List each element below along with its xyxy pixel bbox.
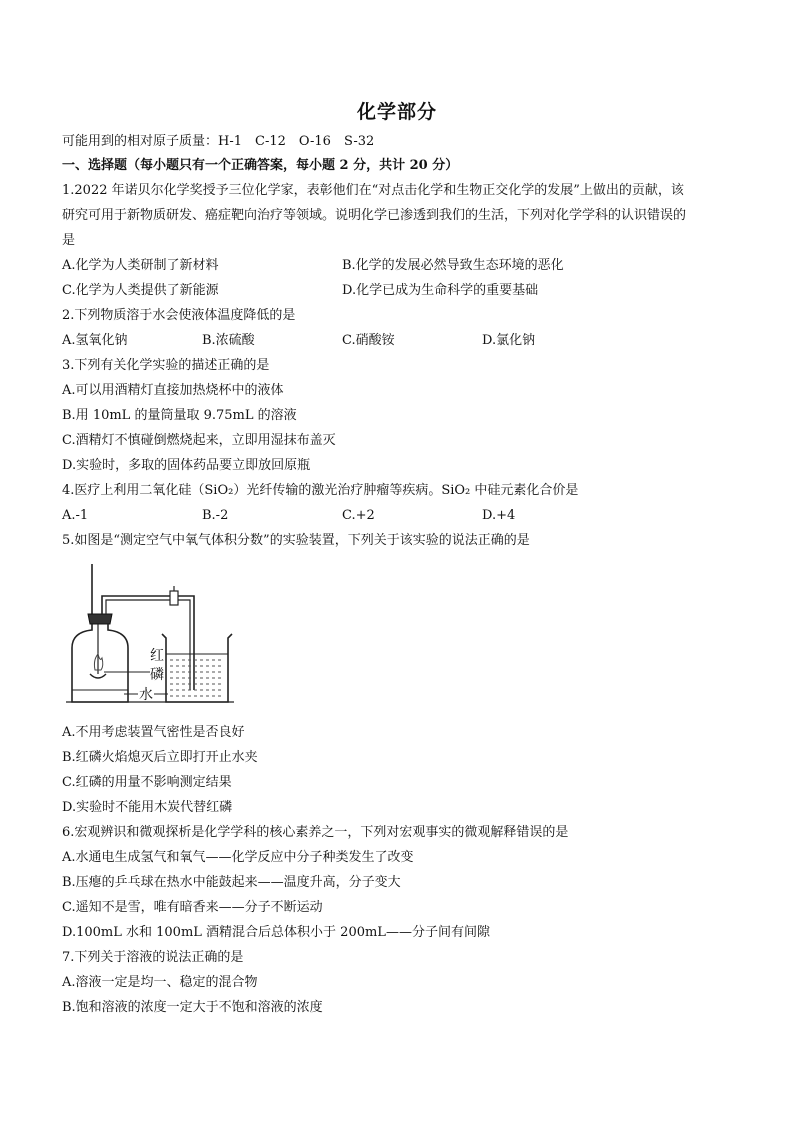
rubber-stopper: [88, 614, 112, 624]
q4-option-d: D.+4: [482, 508, 516, 523]
q6-option-a: A.水通电生成氢气和氧气——化学反应中分子种类发生了改变: [62, 850, 414, 865]
q3-option-b: B.用 10mL 的量筒量取 9.75mL 的溶液: [62, 408, 297, 423]
q1-option-c: C.化学为人类提供了新能源: [62, 283, 219, 298]
q7-option-b: B.饱和溶液的浓度一定大于不饱和溶液的浓度: [62, 1000, 323, 1015]
q6-option-b: B.压瘪的乒乓球在热水中能鼓起来——温度升高，分子变大: [62, 875, 401, 890]
spring-clamp-icon: [170, 591, 178, 605]
q7-option-a: A.溶液一定是均一、稳定的混合物: [62, 975, 258, 990]
beaker: [162, 634, 232, 702]
q5-option-a: A.不用考虑装置气密性是否良好: [62, 725, 245, 740]
q4-option-b: B.-2: [202, 508, 229, 523]
beaker-water-hatching: [170, 660, 224, 696]
q1-stem-line3: 是: [62, 233, 76, 248]
q3-option-c: C.酒精灯不慎碰倒燃烧起来，立即用湿抹布盖灭: [62, 433, 336, 448]
experiment-apparatus-figure: [62, 562, 238, 712]
q2-option-a: A.氢氧化钠: [62, 333, 128, 348]
combustion-spoon: [90, 674, 106, 678]
delivery-tube: [102, 596, 194, 690]
q2-option-b: B.浓硫酸: [202, 333, 255, 348]
q5-stem: 5.如图是“测定空气中氧气体积分数”的实验装置，下列关于该实验的说法正确的是: [62, 533, 530, 548]
q6-option-d: D.100mL 水和 100mL 酒精混合后总体积小于 200mL——分子间有间隙: [62, 925, 490, 940]
q6-option-c: C.遥知不是雪，唯有暗香来——分子不断运动: [62, 900, 323, 915]
q1-option-b: B.化学的发展必然导致生态环境的恶化: [342, 258, 564, 273]
label-water: 水: [139, 687, 153, 703]
q1-stem-line2: 研究可用于新物质研发、癌症靶向治疗等领域。说明化学已渗透到我们的生活，下列对化学学科的认识错误的: [62, 208, 687, 223]
label-red: 红: [150, 648, 164, 664]
q3-stem: 3.下列有关化学实验的描述正确的是: [62, 358, 270, 373]
apparatus-drawing: [62, 562, 238, 712]
q3-option-d: D.实验时，多取的固体药品要立即放回原瓶: [62, 458, 311, 473]
q3-option-a: A.可以用酒精灯直接加热烧杯中的液体: [62, 383, 284, 398]
q2-option-c: C.硝酸铵: [342, 333, 395, 348]
q4-option-a: A.-1: [62, 508, 89, 523]
q1-stem-line1: 1.2022 年诺贝尔化学奖授予三位化学家，表彰他们在“对点击化学和生物正交化学的发展”上做出的贡献，该: [62, 183, 684, 198]
q1-option-d: D.化学已成为生命科学的重要基础: [342, 283, 539, 298]
q5-option-b: B.红磷火焰熄灭后立即打开止水夹: [62, 750, 258, 765]
page-title: 化学部分: [356, 101, 437, 123]
q2-stem: 2.下列物质溶于水会使液体温度降低的是: [62, 308, 296, 323]
atomic-mass-note: 可能用到的相对原子质量：H-1 C-12 O-16 S-32: [62, 134, 375, 149]
q6-stem: 6.宏观辨识和微观探析是化学学科的核心素养之一，下列对宏观事实的微观解释错误的是: [62, 825, 569, 840]
q2-option-d: D.氯化钠: [482, 333, 536, 348]
q5-option-c: C.红磷的用量不影响测定结果: [62, 775, 232, 790]
q4-option-c: C.+2: [342, 508, 375, 523]
q5-option-d: D.实验时不能用木炭代替红磷: [62, 800, 233, 815]
q4-stem: 4.医疗上利用二氧化硅（SiO₂）光纤传输的激光治疗肿瘤等疾病。SiO₂ 中硅元素化合价是: [62, 483, 579, 498]
section-heading: 一、选择题（每小题只有一个正确答案，每小题 2 分，共计 20 分）: [62, 158, 459, 173]
label-phosphorus: 磷: [150, 667, 164, 683]
flame-icon: [94, 654, 102, 670]
q1-option-a: A.化学为人类研制了新材料: [62, 258, 219, 273]
q7-stem: 7.下列关于溶液的说法正确的是: [62, 950, 244, 965]
